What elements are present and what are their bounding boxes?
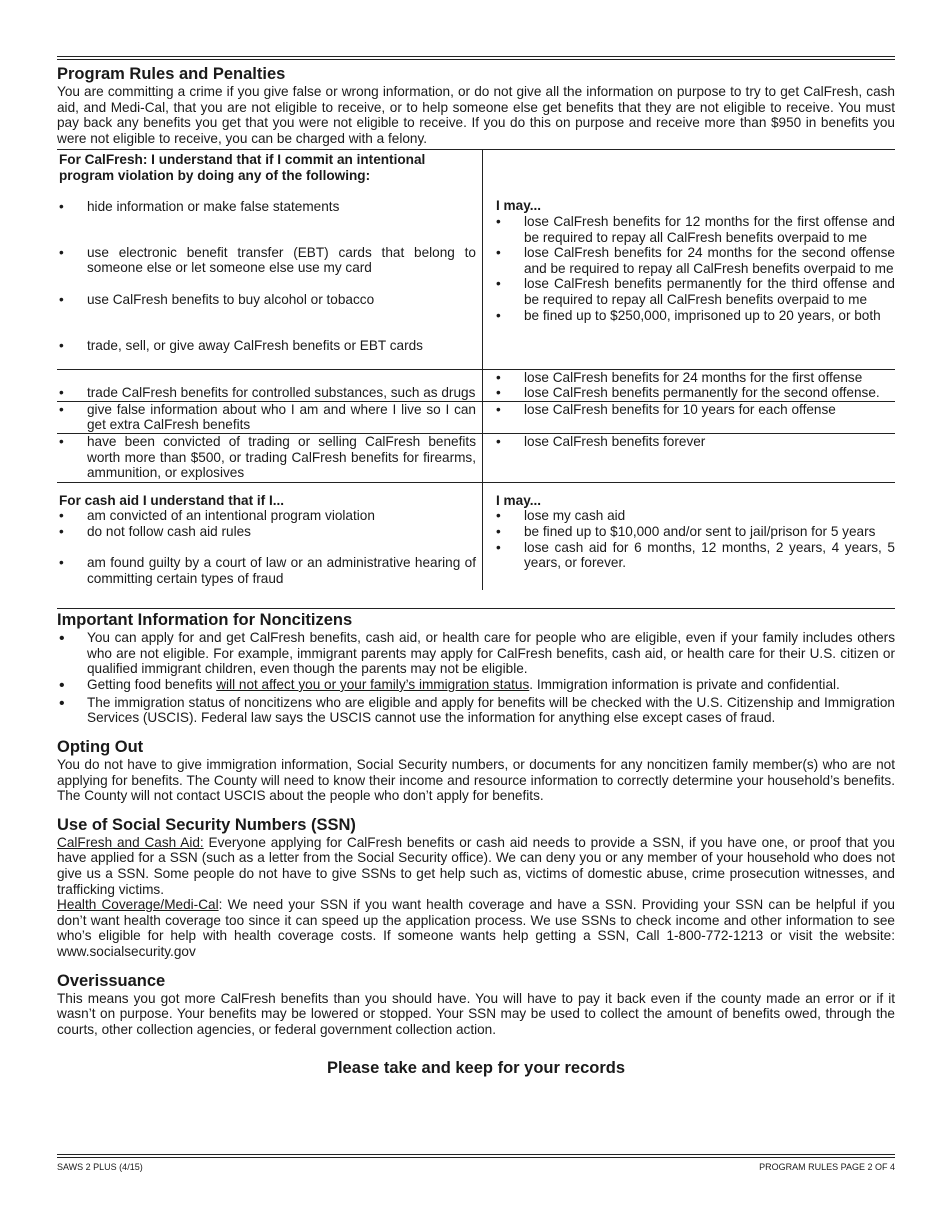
opting-out-section (57, 738, 895, 804)
list-item: be fined up to $10,000 and/or sent to jail/prison for 5 years (524, 523, 876, 539)
list-item: use CalFresh benefits to buy alcohol or tobacco (87, 291, 375, 307)
ssn-health-paragraph: Health Coverage/Medi-Cal: We need your SSN if you want health coverage and have a SSN. Providing your SSN can be helpful if you don’t want health coverage too since it can speed up the application process. We use SSNs to check income and other information to see who’s eligible for help with health coverage costs. If someone wants help getting a SSN, Call 1-800-772-1213 or visit the website: www.socialsecurity.gov (57, 897, 895, 959)
list-item: trade CalFresh benefits for controlled substances, such as drugs (87, 384, 476, 400)
keep-records-note: Please take and keep for your records (326, 1059, 626, 1078)
table-row: For CalFresh: I understand that if I commit an intentional program violation by doing any of the following: • hide information or make false statements • use electronic benefit transfer (EBT) cards that belong to someone else or let someone else use my card • use CalFresh benefits to buy alcohol or tobacco • trade, sell, or give away CalFresh benefits or EBT cards I may... • lose CalFresh benefits for 12 months for the first offense and be required to repay all CalFresh benefits overpaid to me • lose CalFresh benefits for 24 months for the second offense and be required to repay all CalFresh benefits overpaid to me • lose CalFresh benefits permanently for the third offense and be required to repay all CalFresh benefits overpaid to me • be fined up to $250,000, imprisoned up to 20 years, or both (57, 150, 895, 369)
overissuance-text: This means you got more CalFresh benefits than you should have. You will have to pay it back even if the county made an error or if it wasn’t on purpose. Your benefits may be lowered or stopped. Your SSN may be used to collect the amount of benefits owed, through the courts, other collection agencies, or federal government collection action. (57, 990, 895, 1037)
ssn-title: Use of Social Security Numbers (SSN) (57, 815, 356, 834)
table-row: • trade CalFresh benefits for controlled substances, such as drugs • lose CalFresh benefits for 24 months for the first offense • lose CalFresh benefits permanently for the second offense. (57, 369, 895, 401)
list-item: lose CalFresh benefits permanently for the second offense. (524, 385, 880, 401)
list-item: lose CalFresh benefits for 24 months for the second offense and be required to repay all CalFresh benefits overpaid to me (524, 245, 895, 276)
list-item: lose CalFresh benefits for 12 months for the first offense and be required to repay all CalFresh benefits overpaid to me (524, 213, 895, 245)
list-item: lose CalFresh benefits permanently for the third offense and be required to repay all CalFresh benefits overpaid to me (524, 276, 895, 307)
cash-aid-header: For cash aid I understand that if I... (59, 492, 285, 508)
table-row: For cash aid I understand that if I... • am convicted of an intentional program violation • do not follow cash aid rules • am found guilty by a court of law or an administrative hearing of committing certain types of fraud I may... • lose my cash aid • be fined up to $10,000 and/or sent to jail/prison for 5 years • lose cash aid for 6 months, 12 months, 2 years, 4 years, 5 years, or forever. (57, 482, 895, 590)
overissuance-title: Overissuance (57, 971, 166, 990)
list-item: trade, sell, or give away CalFresh benefits or EBT cards (87, 337, 423, 353)
page-number: PROGRAM RULES PAGE 2 OF 4 (759, 1162, 895, 1172)
list-item: am found guilty by a court of law or an administrative hearing of committing certain types of fraud (87, 554, 476, 586)
program-rules-title: Program Rules and Penalties (57, 65, 286, 83)
table-row: • give false information about who I am and where I live so I can get extra CalFresh benefits • lose CalFresh benefits for 10 years for each offense (57, 401, 895, 433)
opting-out-title: Opting Out (57, 738, 144, 757)
bottom-rule (57, 1154, 895, 1158)
list-item: You can apply for and get CalFresh benefits, cash aid, or health care for people who are eligible, even if your family includes others who are not eligible. For example, immigrant parents may apply for CalFresh benefits, cash aid, or health care for their U.S. citizen or qualified immigrant children, even though the parents may not be eligible. (87, 630, 895, 677)
list-item: hide information or make false statements (87, 198, 340, 214)
penalties-table (57, 150, 895, 590)
list-item: lose CalFresh benefits for 24 months for the first offense (524, 369, 863, 385)
list-item: be fined up to $250,000, imprisoned up to 20 years, or both (524, 307, 881, 323)
ssn-calfresh-paragraph: CalFresh and Cash Aid: Everyone applying for CalFresh benefits or cash aid needs to provide a SSN, if you have one, or proof that you have applied for a SSN (such as a letter from the Social Security office). We can deny you or any member of your household who does not give us a SSN. Some people do not have to give SSNs to get help such as, victims of domestic abuse, crime prosecution witnesses, and trafficking victims. (57, 834, 895, 897)
i-may-label: I may... (496, 492, 542, 508)
top-rule (57, 56, 895, 60)
page-footer (57, 1162, 895, 1172)
ssn-section (57, 816, 895, 960)
noncitizens-title: Important Information for Noncitizens (57, 611, 353, 630)
noncitizens-section: Important Information for Noncitizens • You can apply for and get CalFresh benefits, cash aid, or health care for people who are eligible, even if your family includes others who are not eligible. For example, immigrant parents may apply for CalFresh benefits, cash aid, or health care for their U.S. citizen or qualified immigrant children, even though the parents may not be eligible. • Getting food benefits will not affect you or your family’s immigration status. Immigration information is private and confidential. • The immigration status of noncitizens who are eligible and apply for benefits will be checked with the U.S. Citizenship and Immigration Services (USCIS). Federal law says the USCIS cannot use the information for anything else except cases of fraud. (57, 611, 895, 726)
list-item: Getting food benefits will not affect you or your family’s immigration status. Immigration information is private and confidential. (87, 676, 840, 692)
program-rules-intro: You are committing a crime if you give false or wrong information, or do not give all the information on purpose to try to get CalFresh, cash aid, and Medi-Cal, that you are not eligible to receive, or to help someone else get benefits that they are not eligible to receive. You must pay back any benefits you get that you were not eligible to receive. If you do this on purpose and receive more than $950 in benefits you were not eligible to receive, you can be charged with a felony. (57, 84, 895, 146)
document-page (57, 56, 895, 1078)
list-item: give false information about who I am and where I live so I can get extra CalFresh benefits (87, 401, 476, 433)
form-id: SAWS 2 PLUS (4/15) (57, 1162, 143, 1172)
overissuance-section (57, 972, 895, 1038)
table-row: • have been convicted of trading or selling CalFresh benefits worth more than $500, or trading CalFresh benefits for firearms, ammunition, or explosives • lose CalFresh benefits forever (57, 433, 895, 482)
list-item: do not follow cash aid rules (87, 523, 251, 539)
list-item: lose CalFresh benefits forever (524, 433, 706, 449)
program-rules-section (57, 65, 895, 146)
list-item: The immigration status of noncitizens who are eligible and apply for benefits will be checked with the U.S. Citizenship and Immigration Services (USCIS). Federal law says the USCIS cannot use the information for anything else except cases of fraud. (87, 694, 895, 726)
list-item: lose my cash aid (524, 508, 626, 524)
list-item: lose cash aid for 6 months, 12 months, 2 years, 4 years, 5 years, or forever. (524, 539, 895, 571)
i-may-label: I may... (496, 198, 542, 214)
list-item: have been convicted of trading or selling CalFresh benefits worth more than $500, or trading CalFresh benefits for firearms, ammunition, or explosives (87, 433, 476, 481)
list-item: lose CalFresh benefits for 10 years for each offense (524, 401, 836, 417)
list-item: am convicted of an intentional program violation (87, 508, 375, 524)
opting-out-text: You do not have to give immigration information, Social Security numbers, or documents for any noncitizen family member(s) who are not applying for benefits. The County will need to know their income and resource information to correctly determine your household’s benefits. The County will not contact USCIS about the people who don’t apply for benefits. (57, 757, 895, 804)
calfresh-header: For CalFresh: I understand that if I commit an intentional program violation by doing any of the following: (59, 152, 426, 183)
list-item: use electronic benefit transfer (EBT) cards that belong to someone else or let someone else use my card (87, 244, 476, 276)
